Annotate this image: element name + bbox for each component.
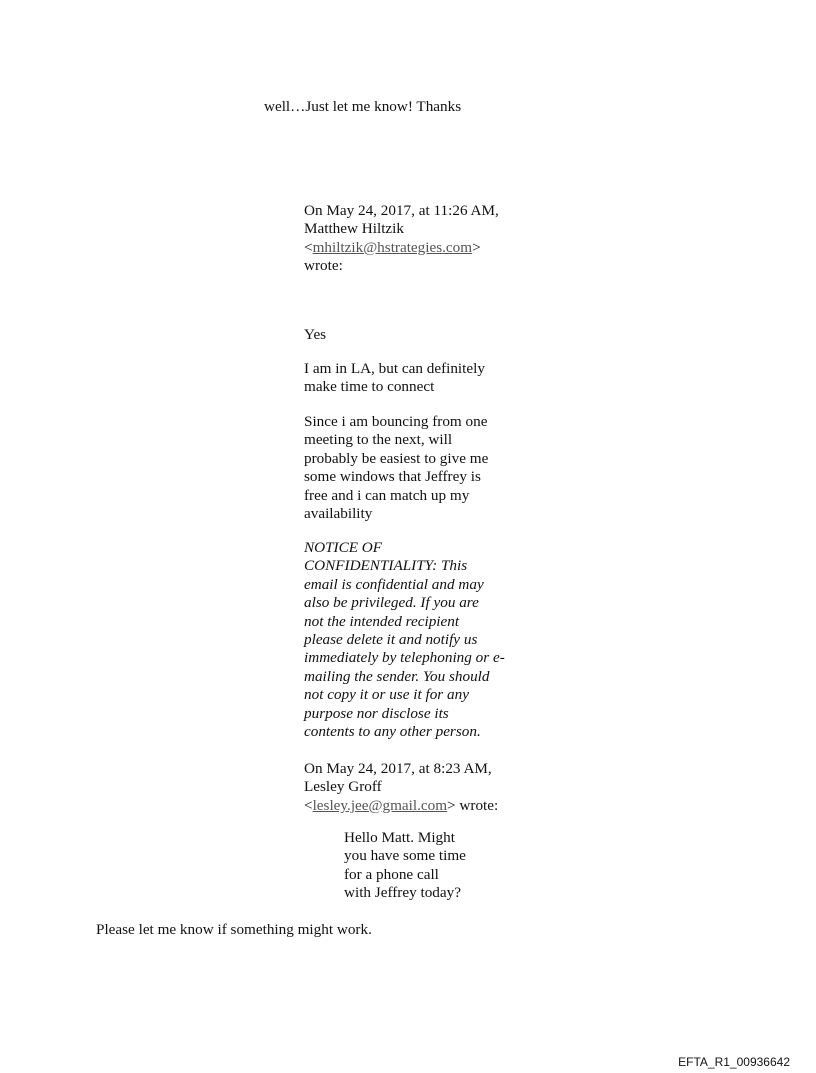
reply-yes <box>304 326 326 344</box>
top-message <box>264 98 461 116</box>
confidentiality-notice <box>304 539 505 741</box>
reply-yes-text: Yes <box>304 326 327 343</box>
email-link-groff[interactable]: lesley.jee@gmail.com <box>312 796 448 814</box>
reply-line: make time to connect <box>304 378 435 396</box>
original-line: for a phone call <box>344 865 439 883</box>
quote-header-line: On May 24, 2017, at 8:23 AM, <box>304 760 492 777</box>
notice-line: not the intended recipient <box>304 612 460 630</box>
notice-line: mailing the sender. You should <box>304 667 490 685</box>
quote-sender-name: Lesley Groff <box>304 778 382 796</box>
quote-sender-email: <mhiltzik@hstrategies.com> <box>304 238 481 256</box>
reply-line: some windows that Jeffrey is <box>304 468 481 486</box>
quote-header-groff <box>304 760 498 815</box>
quote-sender-email: <lesley.jee@gmail.com> wrote: <box>304 796 499 814</box>
reply-line: meeting to the next, will <box>304 431 453 449</box>
closing-line <box>96 921 372 939</box>
reply-line: free and i can match up my <box>304 486 470 504</box>
notice-line: contents to any other person. <box>304 723 481 741</box>
notice-line: CONFIDENTIALITY: This <box>304 557 468 575</box>
email-link-hiltzik[interactable]: mhiltzik@hstrategies.com <box>312 238 473 256</box>
original-line: with Jeffrey today? <box>344 884 461 902</box>
original-line: Hello Matt. Might <box>344 829 455 846</box>
notice-line: immediately by telephoning or e- <box>304 649 505 667</box>
quote-sender-name: Matthew Hiltzik <box>304 220 404 238</box>
reply-line: Since i am bouncing from one <box>304 413 488 430</box>
quote-header-line: On May 24, 2017, at 11:26 AM, <box>304 202 499 219</box>
original-line: you have some time <box>344 847 466 865</box>
notice-line: please delete it and notify us <box>304 631 478 649</box>
quote-header-hiltzik <box>304 202 499 276</box>
notice-line: email is confidential and may <box>304 575 484 593</box>
document-id: EFTA_R1_00936642 <box>678 1055 790 1069</box>
reply-paragraph-1 <box>304 360 485 397</box>
top-message-text: well…Just let me know! Thanks <box>264 98 462 115</box>
notice-line: purpose nor disclose its <box>304 704 449 722</box>
reply-line: availability <box>304 505 373 523</box>
quote-wrote: wrote: <box>304 257 343 275</box>
closing-text: Please let me know if something might work. <box>96 921 372 938</box>
notice-line: also be privileged. If you are <box>304 594 479 612</box>
reply-line: probably be easiest to give me <box>304 449 489 467</box>
notice-line: NOTICE OF <box>304 539 383 556</box>
reply-line: I am in LA, but can definitely <box>304 360 485 377</box>
original-message <box>344 829 466 903</box>
notice-line: not copy it or use it for any <box>304 686 469 704</box>
reply-paragraph-2 <box>304 413 488 523</box>
